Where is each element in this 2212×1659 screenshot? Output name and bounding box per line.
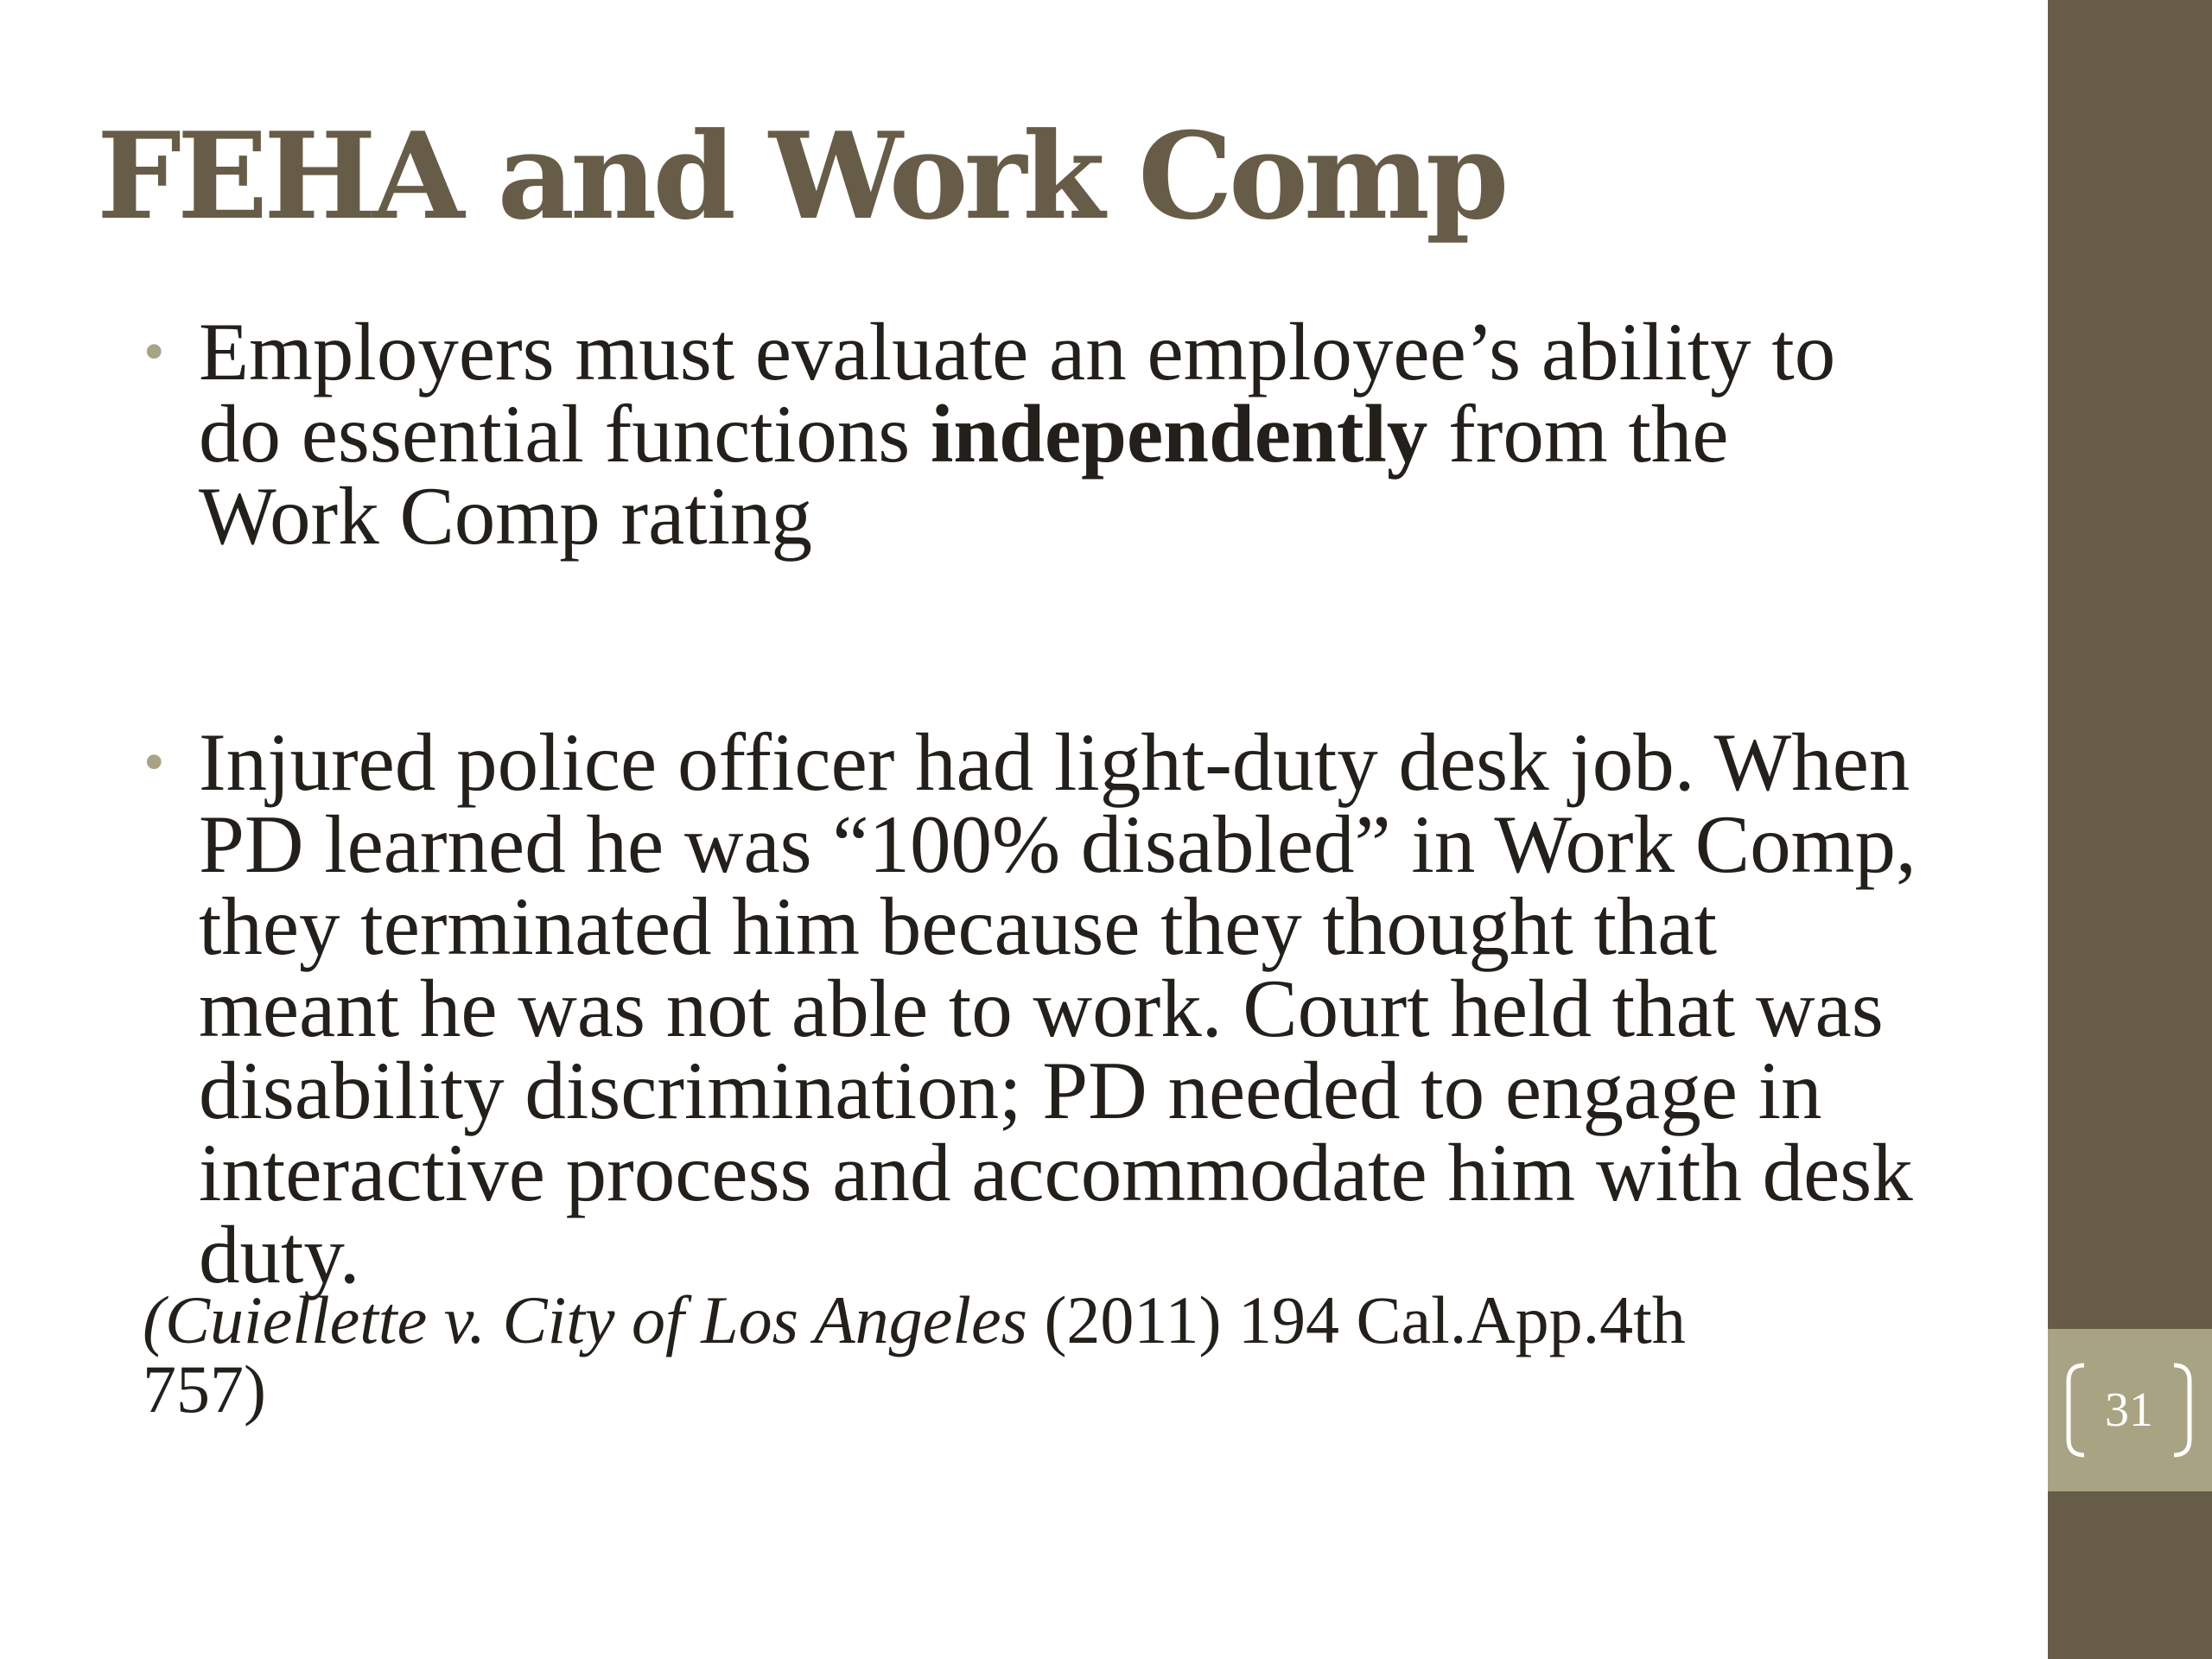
- citation-reference: (2011) 194 Cal.App.4th 757): [143, 1282, 1686, 1427]
- bullet-1-text-after: from the Work Comp rating: [199, 388, 1729, 562]
- bullet-item-1: [138, 306, 1918, 562]
- bullet-dot-icon: •: [143, 319, 165, 385]
- page-number: 31: [2105, 1383, 2153, 1437]
- bullet-2-text: Injured police officer had light-duty desk job. When PD learned he was “100% disabled” in Work Comp, they terminated him because they thought that meant he was not able to work. Court held that was disability discrimination; PD needed to engage in interactive process and accommodate him with desk duty.: [199, 716, 1916, 1300]
- case-citation: [143, 1282, 1784, 1427]
- citation-case-name: (Cuiellette v. City of Los Angeles: [143, 1282, 1027, 1357]
- bullet-item-2: [138, 716, 1918, 1300]
- bullet-list: [138, 306, 1918, 1300]
- page-number-badge: [2048, 1329, 2212, 1491]
- bullet-1-text-before: Employers must evaluate an employee’s ability to do essential functions: [199, 306, 1836, 480]
- bullet-1-emphasis: independently: [930, 388, 1428, 480]
- slide-title: FEHA and Work Comp: [97, 105, 1505, 246]
- page-number-frame: [2063, 1362, 2195, 1459]
- bullet-dot-icon: •: [143, 729, 165, 796]
